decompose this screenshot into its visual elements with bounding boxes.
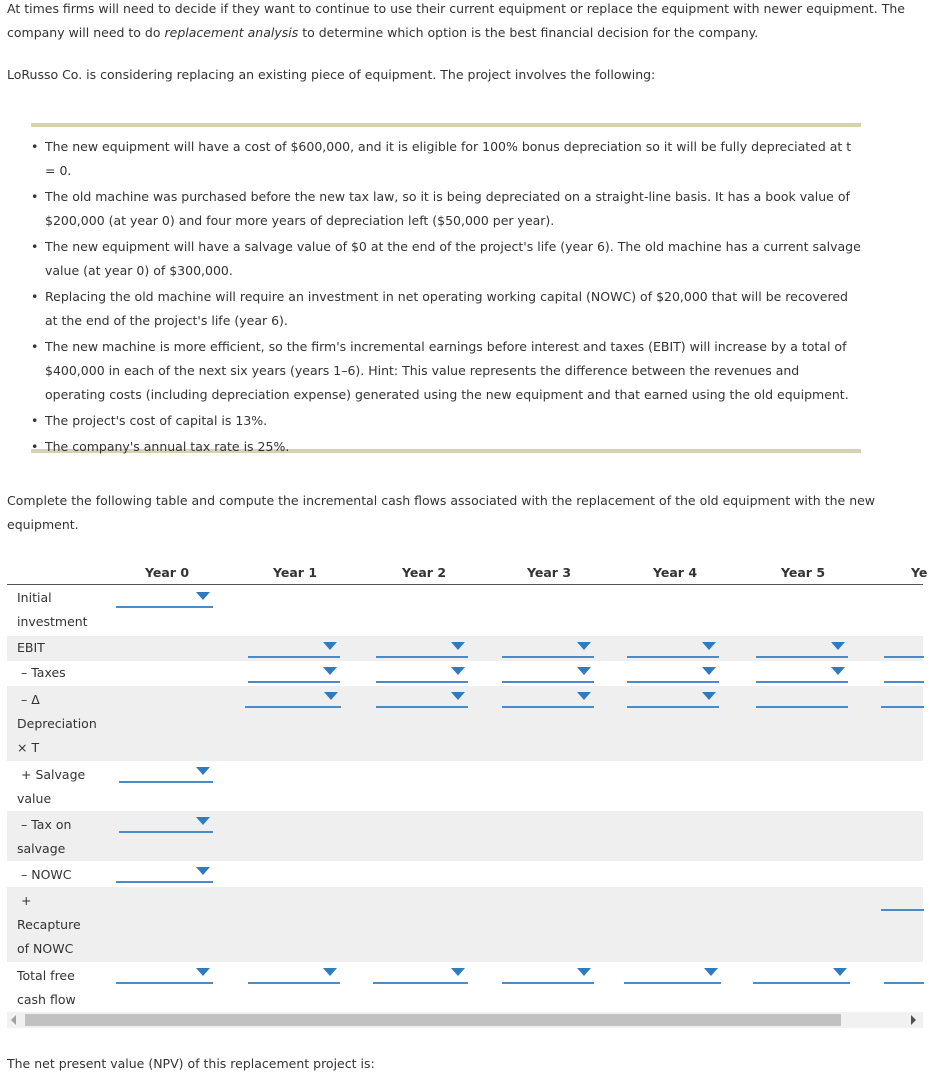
row-ebit	[7, 636, 923, 661]
row-label: of NOWC	[17, 941, 74, 956]
chevron-down-icon	[702, 692, 716, 700]
bullet-text: The new machine is more efficient, so the firm's incremental earnings before interest and taxes (EBIT) will increase by a total of $400,000 in each of the next six years (years 1–6). Hint: This value represents the difference between the revenues and operating costs (including depreciation expense) generated using the new equipment and that earned using the old equipment.	[45, 339, 849, 402]
dropdown-ebit-y5[interactable]	[756, 636, 848, 658]
scrollbar-thumb[interactable]	[25, 1014, 841, 1026]
chevron-down-icon	[324, 692, 338, 700]
dropdown-total-y4[interactable]	[624, 962, 721, 984]
chevron-down-icon	[831, 642, 845, 650]
dropdown-ebit-y6[interactable]	[884, 636, 924, 658]
chevron-down-icon	[196, 968, 210, 976]
row-label: value	[17, 791, 52, 806]
dropdown-ebit-y3[interactable]	[502, 636, 594, 658]
col-header-year-0: Year 0	[144, 565, 190, 580]
bullet-text: The new equipment will have a cost of $600,000, and it is eligible for 100% bonus depreciation so it will be fully depreciated at t = 0.	[45, 139, 852, 178]
row-label: investment	[17, 614, 88, 629]
project-details-box	[31, 123, 861, 453]
row-nowc	[7, 861, 923, 887]
dropdown-dep-y5[interactable]	[756, 686, 848, 708]
horizontal-scrollbar[interactable]	[7, 1012, 923, 1028]
dropdown-ebit-y4[interactable]	[627, 636, 719, 658]
chevron-down-icon	[323, 642, 337, 650]
dropdown-total-y1[interactable]	[248, 962, 340, 984]
dropdown-total-y6[interactable]	[884, 962, 924, 984]
chevron-down-icon	[577, 968, 591, 976]
dropdown-taxes-y3[interactable]	[502, 661, 594, 683]
scroll-left-icon[interactable]	[11, 1015, 16, 1025]
dropdown-taxes-y2[interactable]	[376, 661, 468, 683]
bullet-text: Replacing the old machine will require an investment in net operating working capital (NOWC) of $20,000 that will be recovered at the end of the project's life (year 6).	[45, 289, 848, 328]
dropdown-taxes-y1[interactable]	[248, 661, 340, 683]
dropdown-total-y3[interactable]	[502, 962, 594, 984]
row-label: +	[21, 893, 32, 908]
intro-text-b: to determine which option is the best financial decision for the company.	[298, 25, 759, 40]
dropdown-dep-y2[interactable]	[376, 686, 468, 708]
row-label: – Taxes	[21, 665, 66, 680]
chevron-down-icon	[577, 667, 591, 675]
bullet-item: • The old machine was purchased before the new tax law, so it is being depreciated on a straight-line basis. It has a book value of $200,000 (at year 0) and four more years of depreciation left ($50,000 per year).	[31, 189, 850, 228]
row-initial-investment	[7, 586, 923, 636]
dropdown-ebit-y1[interactable]	[248, 636, 340, 658]
dropdown-dep-y3[interactable]	[502, 686, 594, 708]
dropdown-total-y0[interactable]	[116, 962, 213, 984]
chevron-down-icon	[196, 767, 210, 775]
dropdown-recapture-y6[interactable]	[881, 889, 924, 911]
intro-paragraph	[7, 0, 931, 45]
col-header-year-3: Year 3	[526, 565, 572, 580]
bullet-item: • The new equipment will have a cost of $600,000, and it is eligible for 100% bonus depreciation so it will be fully depreciated at t = 0.	[31, 139, 852, 178]
row-label: salvage	[17, 841, 66, 856]
row-label: EBIT	[17, 640, 45, 655]
row-label: Recapture	[17, 917, 81, 932]
cash-flow-table	[7, 560, 928, 1010]
row-label: – NOWC	[21, 867, 72, 882]
intro-line-1: At times firms will need to decide if they want to continue to use their current equipment or replace the equipment with newer equipment. The	[7, 1, 905, 16]
dropdown-dep-y4[interactable]	[627, 686, 719, 708]
bullet-text: The project's cost of capital is 13%.	[45, 413, 268, 428]
row-label: Total free	[17, 968, 75, 983]
row-recapture-nowc	[7, 887, 923, 962]
row-label: × T	[17, 740, 40, 755]
chevron-down-icon	[323, 968, 337, 976]
intro-text-a: company will need to do	[7, 25, 165, 40]
chevron-down-icon	[833, 968, 847, 976]
col-header-year-6: Ye	[911, 565, 928, 580]
chevron-down-icon	[451, 642, 465, 650]
chevron-down-icon	[196, 867, 210, 875]
intro-line-2	[7, 21, 931, 45]
chevron-down-icon	[323, 667, 337, 675]
chevron-down-icon	[577, 642, 591, 650]
row-label: – Tax on	[21, 817, 72, 832]
npv-question: The net present value (NPV) of this replacement project is:	[7, 1056, 375, 1071]
instructions: Complete the following table and compute the incremental cash flows associated with the replacement of the old equipment with the new equipment.	[7, 493, 876, 532]
bullet-item: • The new equipment will have a salvage value of $0 at the end of the project's life (year 6). The old machine has a current salvage value (at year 0) of $300,000.	[31, 239, 861, 278]
chevron-down-icon	[196, 592, 210, 600]
chevron-down-icon	[451, 968, 465, 976]
chevron-down-icon	[704, 968, 718, 976]
dropdown-ebit-y2[interactable]	[376, 636, 468, 658]
row-label: + Salvage	[21, 767, 86, 782]
dropdown-tax-salvage-y0[interactable]	[119, 811, 213, 833]
row-taxes	[7, 661, 923, 686]
dropdown-total-y2[interactable]	[373, 962, 468, 984]
col-header-year-4: Year 4	[652, 565, 698, 580]
row-salvage-value	[7, 761, 923, 811]
row-label: Initial	[17, 590, 52, 605]
chevron-down-icon	[451, 667, 465, 675]
row-tax-on-salvage	[7, 811, 923, 861]
row-depreciation-tax	[7, 686, 923, 761]
bullet-text: The new equipment will have a salvage value of $0 at the end of the project's life (year 6). The old machine has a current salvage value (at year 0) of $300,000.	[45, 239, 861, 278]
col-header-year-5: Year 5	[780, 565, 826, 580]
dropdown-total-y5[interactable]	[753, 962, 850, 984]
chevron-down-icon	[451, 692, 465, 700]
chevron-down-icon	[577, 692, 591, 700]
chevron-down-icon	[196, 817, 210, 825]
company-statement: LoRusso Co. is considering replacing an existing piece of equipment. The project involves the following:	[7, 67, 656, 82]
bullet-item: • Replacing the old machine will require an investment in net operating working capital (NOWC) of $20,000 that will be recovered at the end of the project's life (year 6).	[31, 289, 848, 328]
dropdown-taxes-y6[interactable]	[884, 661, 924, 683]
intro-emphasis: replacement analysis	[164, 25, 299, 40]
dropdown-nowc-y0[interactable]	[116, 861, 213, 883]
dropdown-dep-y1[interactable]	[245, 686, 341, 708]
scroll-right-icon[interactable]	[911, 1015, 916, 1025]
chevron-down-icon	[831, 667, 845, 675]
bullet-item: • The company's annual tax rate is 25%.	[31, 439, 290, 454]
bullet-item: • The new machine is more efficient, so the firm's incremental earnings before interest and taxes (EBIT) will increase by a total of $400,000 in each of the next six years (years 1–6). Hint: This value represents the difference between the revenues and operating costs (including depreciation expense) generated using the new equipment and that earned using the old equipment.	[31, 339, 849, 402]
table-header	[7, 560, 928, 585]
chevron-down-icon	[702, 642, 716, 650]
row-label: cash flow	[17, 992, 76, 1007]
chevron-down-icon	[702, 667, 716, 675]
row-total-fcf	[7, 962, 923, 1012]
dropdown-salvage-y0[interactable]	[119, 761, 213, 783]
dropdown-taxes-y5[interactable]	[756, 661, 848, 683]
bullet-item: • The project's cost of capital is 13%.	[31, 413, 268, 428]
col-header-year-2: Year 2	[401, 565, 447, 580]
row-label: – Δ	[21, 692, 40, 707]
dropdown-taxes-y4[interactable]	[627, 661, 719, 683]
dropdown-initial-investment-y0[interactable]	[116, 586, 213, 608]
row-label: Depreciation	[17, 716, 97, 731]
bullet-text: The old machine was purchased before the new tax law, so it is being depreciated on a straight-line basis. It has a book value of $200,000 (at year 0) and four more years of depreciation left ($50,000 per year).	[45, 189, 850, 228]
bullet-text: The company's annual tax rate is 25%.	[45, 439, 290, 454]
dropdown-dep-y6[interactable]	[881, 686, 924, 708]
col-header-year-1: Year 1	[272, 565, 318, 580]
